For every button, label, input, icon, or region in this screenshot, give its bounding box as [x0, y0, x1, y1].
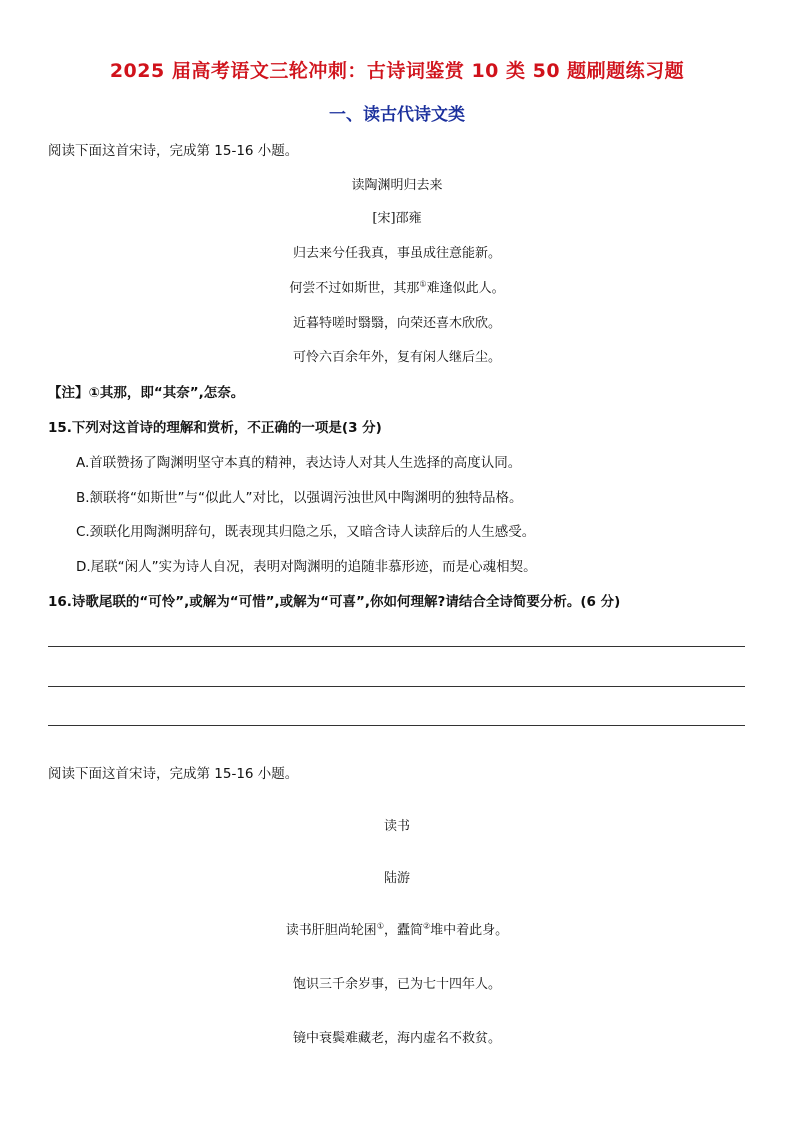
- question-16: 16.诗歌尾联的“可怜”,或解为“可惜”,或解为“可喜”,你如何理解?请结合全诗简要分析。(6 分): [48, 594, 621, 610]
- footnote-marker-1: ①: [376, 921, 384, 931]
- poem-line-2-part-a: 何尝不过如斯世，其那: [289, 281, 420, 296]
- document-title: 2025 届高考语文三轮冲刺：古诗词鉴赏 10 类 50 题刷题练习题: [109, 60, 685, 82]
- poem-author: [宋]邵雍: [372, 211, 422, 226]
- poem-line-1: 归去来兮任我真，事虽成往意能新。: [292, 246, 501, 261]
- poem-2-line-1-part-b: ，蠹简: [383, 923, 423, 938]
- poem-line-2-part-b: 难逢似此人。: [426, 281, 505, 296]
- poem-2-title: 读书: [383, 819, 410, 834]
- poem-line-3: 近暮特嗟时翳翳，向荣还喜木欣欣。: [292, 316, 501, 331]
- poem-note: 【注】①其那，即“其奈”,怎奈。: [48, 385, 245, 401]
- poem-2-line-1: [0, 919, 794, 938]
- poem-2-line-2: 饱识三千余岁事，已为七十四年人。: [292, 977, 501, 992]
- poem-2-line-1-part-c: 堆中着此身。: [430, 923, 509, 938]
- section-heading: 一、读古代诗文类: [329, 105, 465, 125]
- question-15-option-b: B.颔联将“如斯世”与“似此人”对比，以强调污浊世风中陶渊明的独特品格。: [76, 490, 523, 506]
- poem-title: 读陶渊明归去来: [351, 178, 443, 193]
- footnote-marker: ①: [419, 279, 427, 289]
- answer-line-3: [48, 725, 745, 726]
- reading-instruction: 阅读下面这首宋诗，完成第 15-16 小题。: [48, 143, 299, 159]
- question-15-option-a: A.首联赞扬了陶渊明坚守本真的精神，表达诗人对其人生选择的高度认同。: [76, 455, 522, 471]
- poem-line-4: 可怜六百余年外，复有闲人继后尘。: [292, 350, 501, 365]
- answer-line-2: [48, 686, 745, 687]
- reading-instruction-2: 阅读下面这首宋诗，完成第 15-16 小题。: [48, 766, 299, 782]
- poem-2-line-3: 镜中衰鬓难藏老，海内虚名不救贫。: [292, 1031, 501, 1046]
- poem-2-line-1-part-a: 读书肝胆尚轮囷: [285, 923, 377, 938]
- footnote-marker-2: ②: [423, 921, 431, 931]
- question-15-option-d: D.尾联“闲人”实为诗人自况，表明对陶渊明的追随非慕形迹，而是心魂相契。: [76, 559, 537, 575]
- question-15-option-c: C.颈联化用陶渊明辞句，既表现其归隐之乐，又暗含诗人读辞后的人生感受。: [76, 524, 536, 540]
- poem-line-2: [0, 277, 794, 296]
- question-15: 15.下列对这首诗的理解和赏析，不正确的一项是(3 分): [48, 420, 382, 436]
- poem-2-author: 陆游: [383, 871, 410, 886]
- answer-line-1: [48, 646, 745, 647]
